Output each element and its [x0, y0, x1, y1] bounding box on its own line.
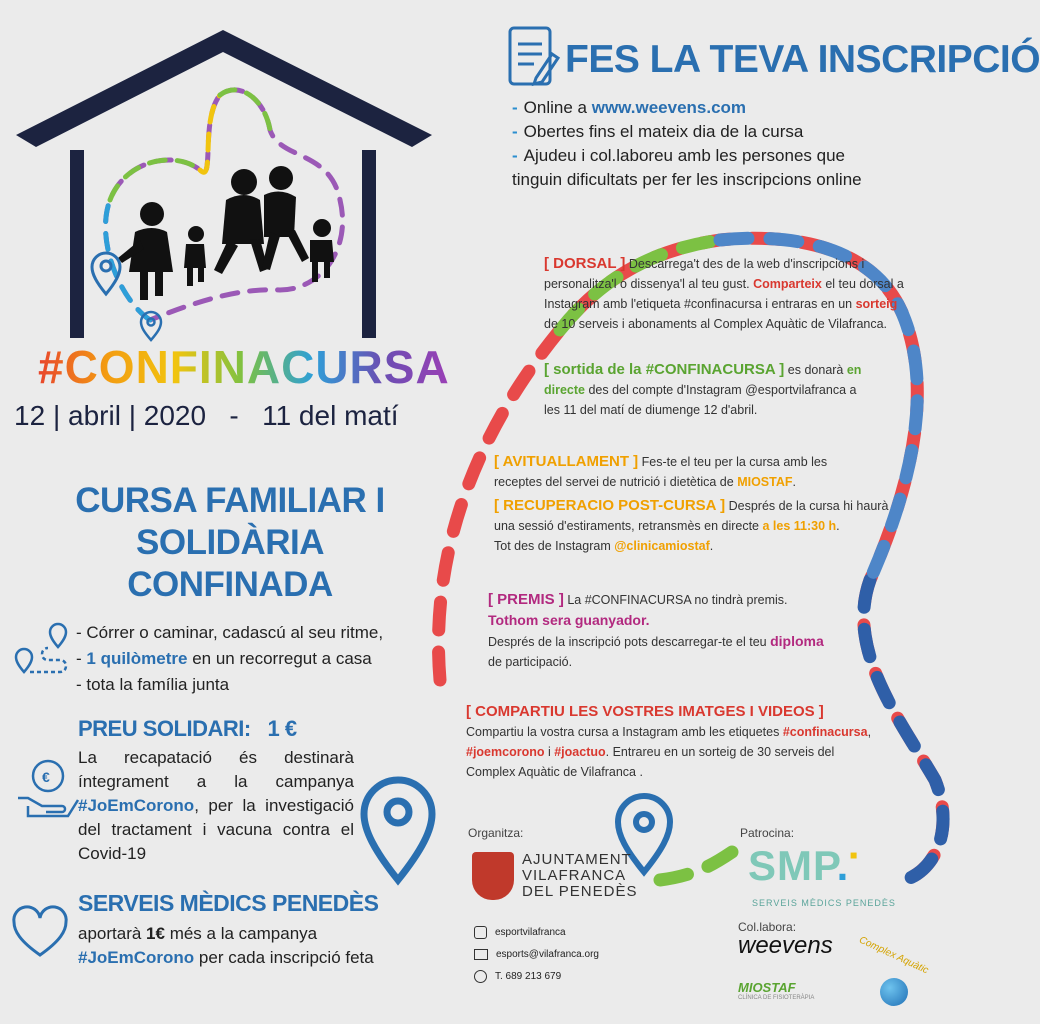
date-month: abril [68, 400, 121, 431]
inscription-list [512, 96, 862, 192]
smp-logo: SMP.▪ [748, 842, 859, 889]
ajuntament-logo [472, 852, 514, 900]
dorsal-section: [ DORSAL ] Descarrega't des de la web d'inscripcions i personalitza'l o dissenya'l al teu gust. Comparteix el teu dorsal a Instagram amb l'etiqueta #confinacursa i entraras en un sorteig de 10 serveis i abonaments al Complex Aquàtic de Vilafranca. [544, 255, 904, 331]
sortida-section: [ sortida de la #CONFINACURSA ] es donarà en directe des del compte d'Instagram @esportvilafranca a les 11 del matí de diumenge 12 d'abril. [544, 361, 862, 417]
patrocina-label: Patrocina: [740, 826, 795, 840]
house-roof [16, 30, 432, 147]
premis-section: [ PREMIS ] La #CONFINACURSA no tindrà premis. Tothom sera guanyador. Després de la inscripció pots descarregar-te el teu diploma de participació. [488, 591, 824, 669]
weevens-link[interactable]: www.weevens.com [591, 98, 747, 117]
route-icon [16, 624, 66, 672]
euro-icon: € [42, 769, 50, 785]
date-day: 12 [14, 400, 46, 431]
form-icon [510, 28, 558, 84]
big-location-pin-icon [364, 780, 432, 880]
date-year: 2020 [143, 400, 207, 431]
event-date: 12 | abril | 2020 - 11 del matí [14, 400, 399, 431]
email-icon [474, 949, 488, 960]
recuperacio-section: [ RECUPERACIO POST-CURSA ] Després de la cursa hi haurà una sessió d'estiraments, retransmès en directe a les 11:30 h. Tot des de Instagram @clinicamiostaf. [494, 497, 889, 553]
price-description: La recapatació és destinarà íntegrament a la campanya #JoEmCorono, per la investigació del tractament i vacuna contra el Covid-19 [78, 748, 354, 863]
weevens-logo: weevens [738, 932, 833, 959]
feature-item: - Córrer o caminar, cadascú al seu ritme, [76, 623, 384, 642]
smp-subtitle: SERVEIS MÈDICS PENEDÈS [752, 898, 896, 908]
email-contact[interactable]: esports@vilafranca.org [474, 944, 599, 966]
house-wall-left [70, 150, 84, 338]
whatsapp-icon [474, 970, 487, 983]
race-route-path-bottom [660, 850, 735, 880]
feature-item: - tota la família junta [76, 675, 230, 694]
price-heading: PREU SOLIDARI: 1 € [78, 716, 297, 741]
compartiu-section: [ COMPARTIU LES VOSTRES IMATGES I VIDEOS ] Compartiu la vostra cursa a Instagram amb les etiquetes #confinacursa, #joemcorono i #joactuo. Entrareu en un sorteig de 30 serveis del Complex Aquàtic de Vilafranca . [466, 703, 872, 779]
heart-icon [14, 907, 66, 955]
miostaf-logo: MIOSTAF CLÍNICA DE FISIOTERÀPIA [738, 980, 815, 1001]
house-wall-right [362, 150, 376, 338]
organitza-label: Organitza: [468, 826, 524, 840]
family-runners-icon [118, 166, 334, 300]
inscription-title: FES LA TEVA INSCRIPCIÓ [565, 38, 1040, 81]
race-route-path [439, 238, 944, 880]
race-features [76, 620, 383, 698]
instagram-contact[interactable]: esportvilafranca [474, 922, 599, 944]
sponsor-description: aportarà 1€ més a la campanya #JoEmCorono per cada inscripció feta [78, 924, 374, 967]
phone-contact[interactable]: T. 689 213 679 [474, 966, 599, 988]
instagram-icon [474, 926, 487, 939]
ajuntament-name: AJUNTAMENT VILAFRANCA DEL PENEDÈS [522, 851, 638, 900]
location-pin-icon-2 [141, 312, 161, 340]
avituallament-section: [ AVITUALLAMENT ] Fes-te el teu per la cursa amb les receptes del servei de nutrició i dietètica de MIOSTAF. [494, 453, 828, 489]
inscription-item: - Ajudeu i col.laboreu amb les persones que [512, 146, 845, 165]
inscription-item: - Online a www.weevens.com [512, 98, 747, 117]
water-drop-icon [880, 978, 908, 1006]
event-time: 11 del matí [262, 400, 399, 431]
collabora-label: Col.labora: [738, 920, 797, 934]
race-title: CURSA FAMILIAR I SOLIDÀRIA CONFINADA [75, 481, 385, 604]
inscription-item-cont: tinguin dificultats per fer les inscripcions online [512, 170, 862, 189]
feature-item: - 1 quilòmetre en un recorregut a casa [76, 649, 372, 668]
hashtag-title: #CONFINACURSA [38, 341, 450, 393]
clinicamiostaf-link[interactable]: @clinicamiostaf [614, 539, 710, 553]
complex-aquatic-text: Complex Aquàtic [857, 934, 931, 977]
inscription-item: - Obertes fins el mateix dia de la cursa [512, 122, 804, 141]
complex-aquatic-logo [857, 934, 931, 1016]
contact-list [474, 922, 599, 988]
sponsor-heading: SERVEIS MÈDICS PENEDÈS [78, 890, 379, 916]
